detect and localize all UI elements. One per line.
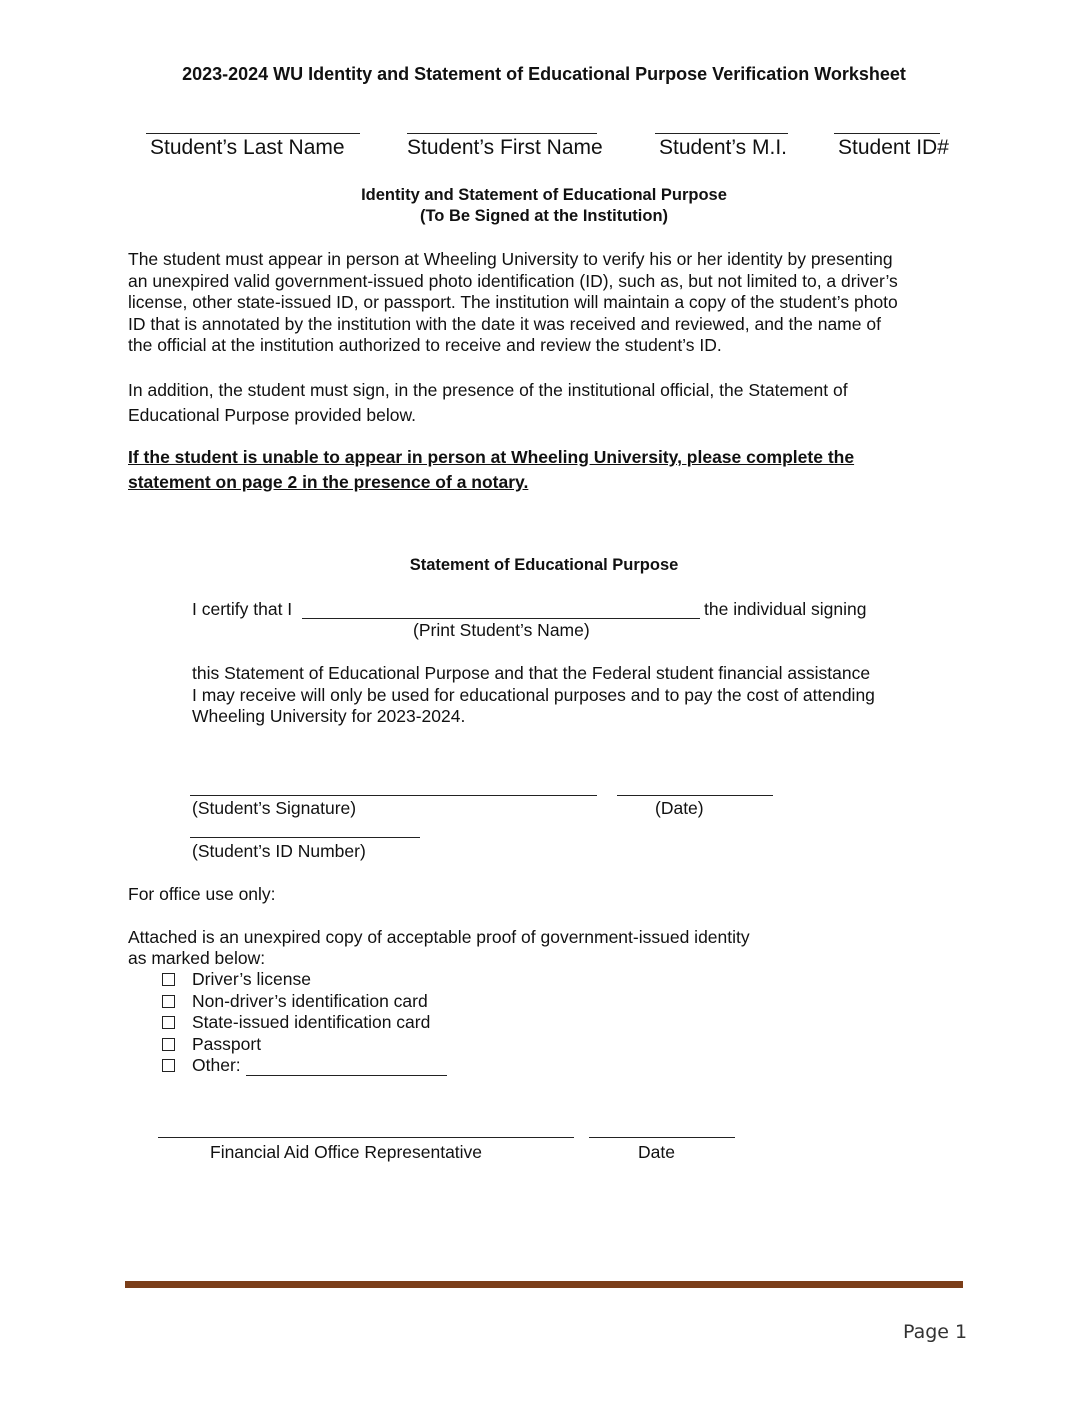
print-name-line[interactable]	[302, 618, 700, 619]
section-subheading: (To Be Signed at the Institution)	[419, 207, 669, 225]
paragraph-line: the official at the institution authorized to receive and review the student’s ID.	[128, 335, 722, 355]
paragraph-line: license, other state-issued ID, or passport. The institution will maintain a copy of the student’s photo	[128, 292, 898, 312]
rep-label: Financial Aid Office Representative	[210, 1142, 483, 1162]
non-driver-id-checkbox[interactable]	[162, 995, 175, 1008]
mi-line[interactable]	[655, 133, 788, 134]
identity-paragraph	[128, 249, 968, 357]
office-intro-line: as marked below:	[128, 948, 266, 968]
student-id-line[interactable]	[834, 133, 940, 134]
paragraph-line: Educational Purpose provided below.	[128, 405, 416, 425]
drivers-license-checkbox[interactable]	[162, 973, 175, 986]
paragraph-line: ID that is annotated by the institution with the date it was received and reviewed, and the name of	[128, 313, 881, 334]
office-intro	[128, 927, 750, 969]
signature-label: (Student’s Signature)	[192, 798, 357, 818]
other-line[interactable]	[246, 1075, 447, 1076]
date-label: (Date)	[655, 798, 704, 818]
id-number-label: (Student’s ID Number)	[192, 841, 366, 861]
paragraph-line: In addition, the student must sign, in the presence of the institutional official, the Statement of	[128, 380, 848, 400]
signature-line[interactable]	[190, 795, 597, 796]
notice-line: If the student is unable to appear in person at Wheeling University, please complete the	[128, 447, 855, 467]
id-number-line[interactable]	[190, 837, 420, 838]
notice-line: statement on page 2 in the presence of a notary.	[128, 472, 529, 492]
paragraph-line: The student must appear in person at Wheeling University to verify his or her identity by presenting	[128, 249, 893, 269]
statement-line: Wheeling University for 2023-2024.	[192, 706, 466, 726]
paragraph-line: an unexpired valid government-issued photo identification (ID), such as, but not limited to, a driver’s	[128, 270, 898, 291]
document-title: 2023-2024 WU Identity and Statement of Educational Purpose Verification Worksheet	[182, 64, 906, 84]
certify-suffix: the individual signing	[704, 599, 867, 619]
rep-date-line[interactable]	[589, 1137, 735, 1138]
print-name-label: (Print Student’s Name)	[413, 620, 590, 640]
first-name-line[interactable]	[407, 133, 597, 134]
statement-heading: Statement of Educational Purpose	[409, 556, 679, 574]
option-label: Driver’s license	[192, 969, 311, 989]
office-intro-line: Attached is an unexpired copy of acceptable proof of government-issued identity	[128, 927, 750, 947]
date-line[interactable]	[617, 795, 773, 796]
state-id-checkbox[interactable]	[162, 1016, 175, 1029]
statement-body	[192, 663, 875, 728]
page-number: Page 1	[903, 1321, 968, 1343]
signing-paragraph	[128, 378, 968, 428]
statement-line: this Statement of Educational Purpose and that the Federal student financial assistance	[192, 663, 871, 683]
office-use-heading: For office use only:	[128, 884, 276, 904]
option-label: State-issued identification card	[192, 1012, 431, 1032]
option-label: Passport	[192, 1034, 262, 1054]
student-id-label: Student ID#	[838, 136, 949, 159]
footer-bar	[125, 1281, 963, 1288]
certify-prefix: I certify that I	[192, 599, 293, 619]
option-label: Non-driver’s identification card	[192, 991, 428, 1011]
last-name-label: Student’s Last Name	[150, 136, 345, 159]
first-name-label: Student’s First Name	[407, 136, 603, 159]
passport-checkbox[interactable]	[162, 1038, 175, 1051]
option-label: Other:	[192, 1055, 241, 1075]
rep-signature-line[interactable]	[158, 1137, 574, 1138]
mi-label: Student’s M.I.	[659, 136, 788, 159]
statement-line: I may receive will only be used for educational purposes and to pay the cost of attending	[192, 684, 875, 705]
section-heading: Identity and Statement of Educational Purpose	[361, 186, 727, 204]
notary-notice	[128, 445, 968, 495]
other-checkbox[interactable]	[162, 1059, 175, 1072]
rep-date-label: Date	[638, 1142, 675, 1162]
last-name-line[interactable]	[146, 133, 360, 134]
